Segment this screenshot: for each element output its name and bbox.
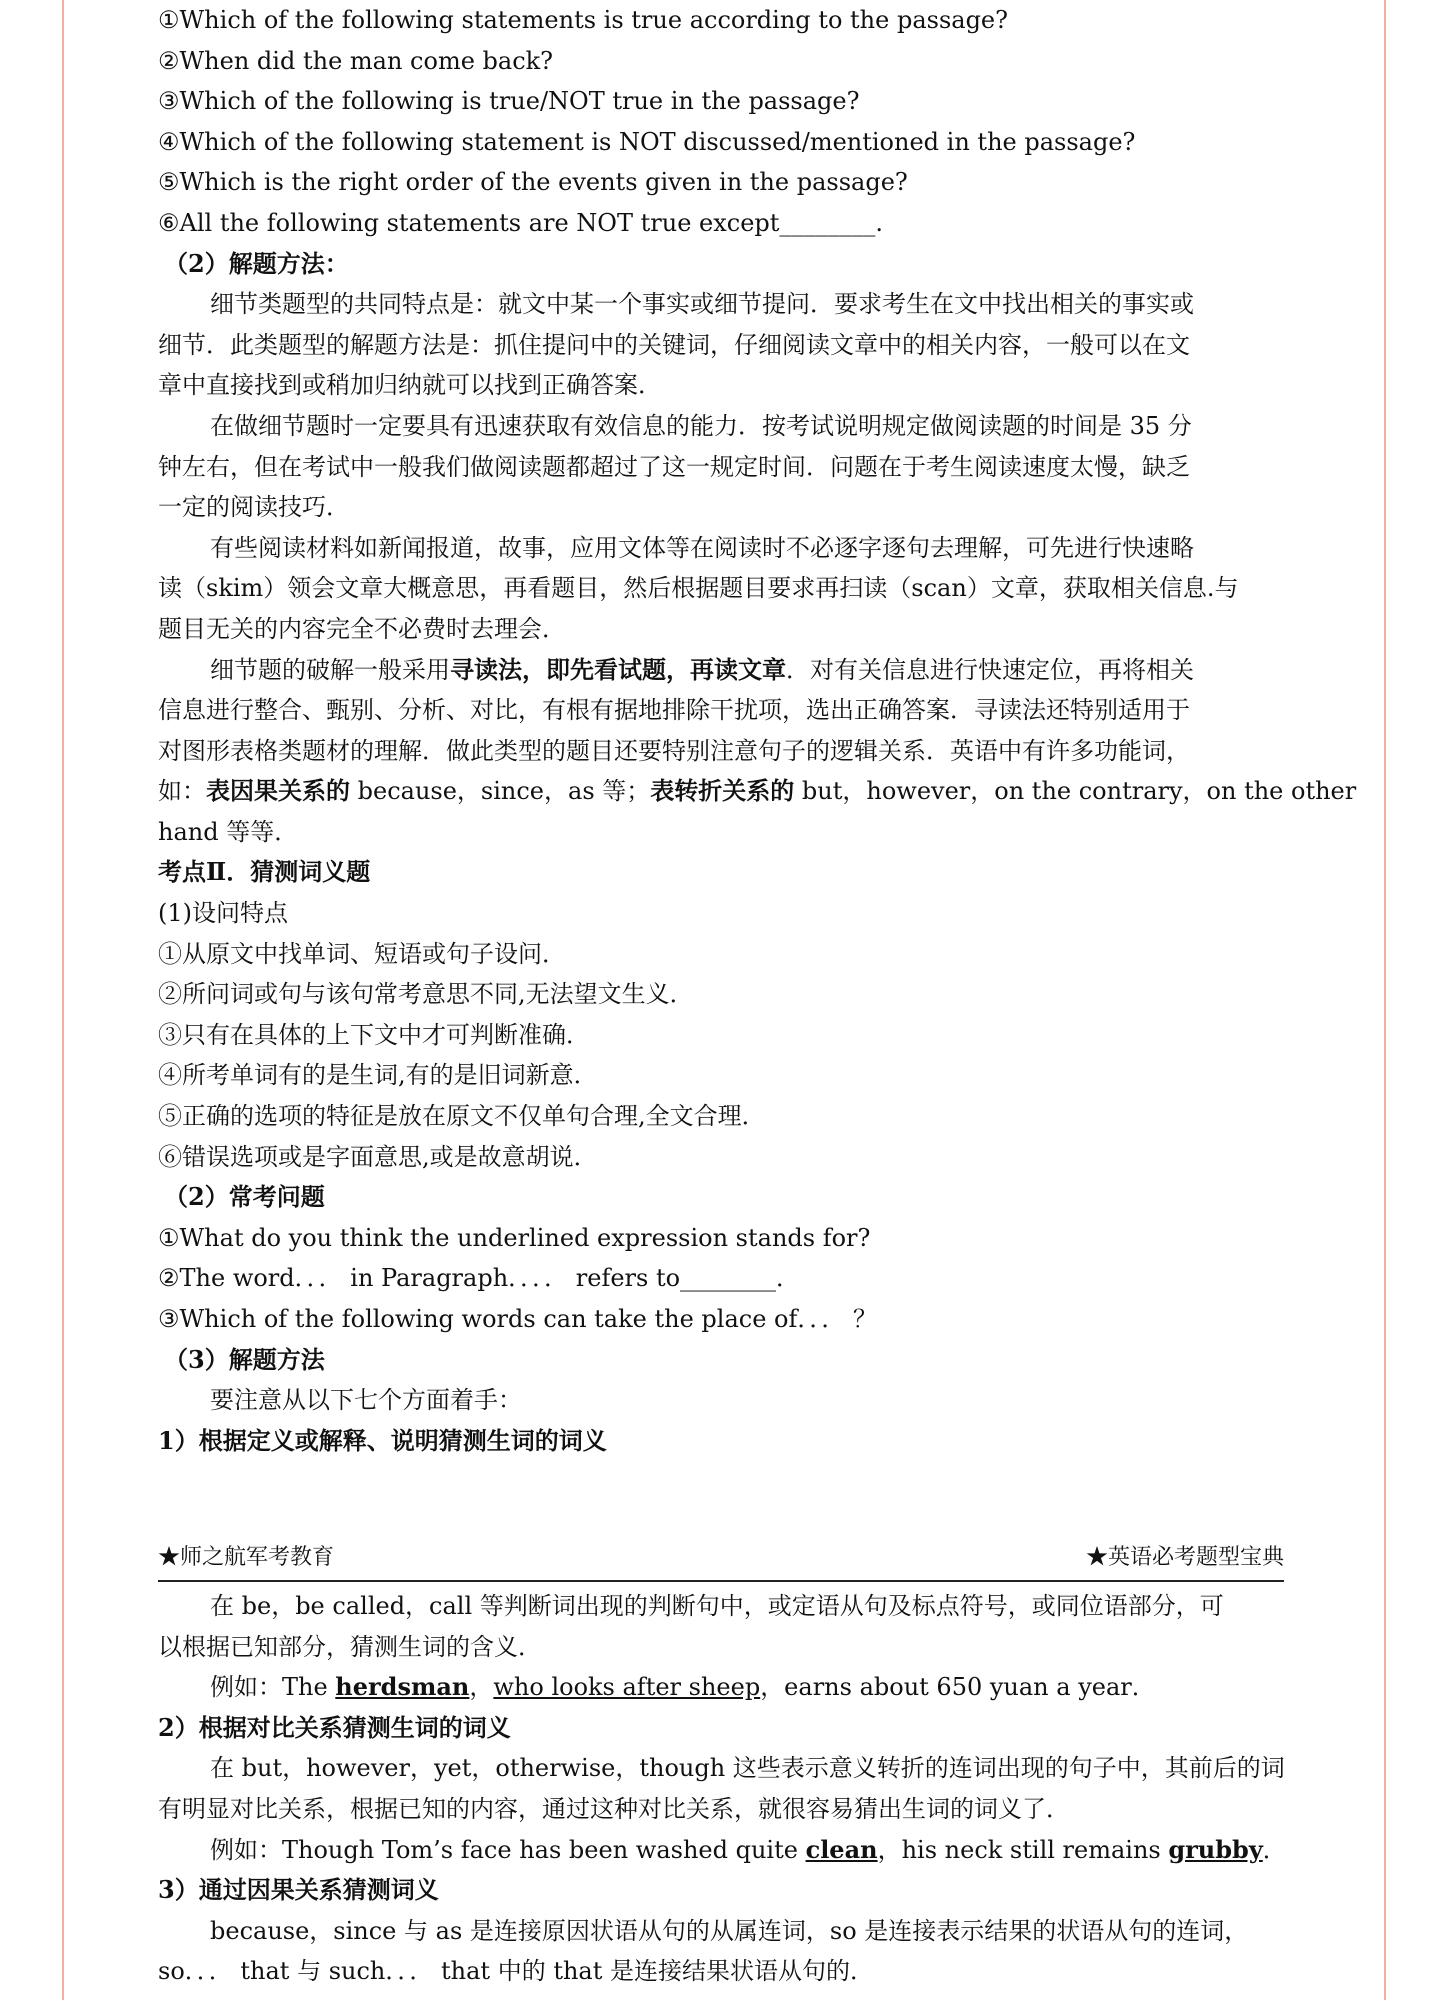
underlined-clue: who looks after sheep <box>493 1673 761 1702</box>
header-divider <box>158 1580 1284 1582</box>
paragraph-line: 读（skim）领会文章大概意思，再看题目，然后根据题目要求再扫读（scan）文章，获取相关信息.与 <box>158 574 1239 603</box>
question-item: ②The word．．． in Paragraph．．．． refers to________． <box>158 1264 801 1293</box>
question-item: ⑤Which is the right order of the events given in the passage? <box>158 168 908 197</box>
text-run: but，however，on the contrary，on the other <box>794 777 1357 806</box>
question-item: ③Which of the following words can take the place of．．． ？ <box>158 1305 877 1333</box>
paragraph-line <box>158 650 1284 691</box>
target-word: herdsman <box>335 1672 470 1702</box>
page-header-bar <box>158 1540 1284 1576</box>
page-border-left <box>62 0 64 2000</box>
text-run: 如： <box>158 777 206 806</box>
question-item: ①What do you think the underlined expression stands for? <box>158 1223 871 1252</box>
paragraph-line <box>158 771 1357 812</box>
document-page-lower <box>158 1586 1287 1992</box>
bold-text: 表因果关系的 <box>206 776 350 806</box>
paragraph-line: 要注意从以下七个方面着手： <box>210 1386 522 1415</box>
paragraph-line: so．．． that 与 such．．． that 中的 that 是连接结果状语从句的． <box>158 1957 875 1986</box>
list-item: ③只有在具体的上下文中才可判断准确． <box>158 1020 590 1049</box>
paragraph-line: 细节类题型的共同特点是：就文中某一个事实或细节提问．要求考生在文中找出相关的事实或 <box>210 290 1194 319</box>
paragraph-line: 以根据已知部分，猜测生词的含义． <box>158 1632 542 1661</box>
paragraph-line: 信息进行整合、甄别、分析、对比，有根有据地排除干扰项，选出正确答案．寻读法还特别适用于 <box>158 696 1190 725</box>
paragraph-line: 有明显对比关系，根据已知的内容，通过这种对比关系，就很容易猜出生词的词义了． <box>158 1794 1070 1823</box>
page-border-right <box>1384 0 1386 2000</box>
text-run: ． <box>1262 1835 1287 1864</box>
example-line <box>158 1667 1284 1708</box>
list-item: ⑥错误选项或是字面意思,或是故意胡说． <box>158 1142 598 1171</box>
brand-label: ★师之航军考教育 <box>158 1545 335 1570</box>
text-run: ，earns about 650 yuan a year． <box>760 1673 1156 1702</box>
bold-text: 表转折关系的 <box>650 776 795 806</box>
section-heading: （2）常考问题 <box>164 1182 325 1212</box>
method-heading: 2）根据对比关系猜测生词的词义 <box>158 1712 511 1742</box>
paragraph-line: 有些阅读材料如新闻报道，故事，应用文体等在阅读时不必逐字逐句去理解，可先进行快速略 <box>210 533 1194 562</box>
text-run: 例如：The <box>210 1673 336 1702</box>
document-page-upper <box>158 0 1357 1461</box>
subsection-heading: (1)设问特点 <box>158 899 288 928</box>
paragraph-line: 细节．此类题型的解题方法是：抓住提问中的关键词，仔细阅读文章中的相关内容，一般可以在文 <box>158 330 1190 359</box>
paragraph-line: 题目无关的内容完全不必费时去理会． <box>158 614 566 643</box>
paragraph-line: 在 but，however，yet，otherwise，though 这些表示意义转折的连词出现的句子中，其前后的词 <box>210 1754 1285 1783</box>
text-run: because，since，as 等； <box>350 777 651 806</box>
paragraph-line: 在做细节题时一定要具有迅速获取有效信息的能力．按考试说明规定做阅读题的时间是 35 分 <box>210 411 1192 440</box>
list-item: ④所考单词有的是生词,有的是旧词新意． <box>158 1061 598 1090</box>
list-item: ②所问词或句与该句常考意思不同,无法望文生义． <box>158 980 694 1009</box>
section-heading: 考点Ⅱ．猜测词义题 <box>158 857 371 887</box>
paragraph-line: hand 等等． <box>158 817 299 846</box>
book-title-label: ★英语必考题型宝典 <box>1085 1545 1284 1570</box>
text-run: ，his neck still remains <box>877 1835 1169 1864</box>
example-line <box>158 1830 1287 1871</box>
paragraph-line: 对图形表格类题材的理解．做此类型的题目还要特别注意句子的逻辑关系．英语中有许多功能词， <box>158 736 1190 765</box>
target-word: clean <box>805 1834 878 1864</box>
method-heading: 1）根据定义或解释、说明猜测生词的词义 <box>158 1425 607 1455</box>
question-item: ②When did the man come back? <box>158 46 554 75</box>
bold-text: 寻读法，即先看试题，再读文章 <box>450 654 786 684</box>
paragraph-line: 在 be，be called，call 等判断词出现的判断句中，或定语从句及标点符号，或同位语部分，可 <box>210 1592 1224 1620</box>
section-heading: （2）解题方法： <box>164 248 349 278</box>
section-heading: （3）解题方法 <box>164 1344 325 1374</box>
paragraph-line: 一定的阅读技巧． <box>158 493 350 522</box>
question-item: ④Which of the following statement is NOT discussed/mentioned in the passage? <box>158 127 1136 156</box>
question-item: ⑥All the following statements are NOT true except________. <box>158 208 884 237</box>
paragraph-line: because，since 与 as 是连接原因状语从句的从属连词，so 是连接表示结果的状语从句的连词， <box>210 1916 1249 1945</box>
text-run: 例如：Though Tom’s face has been washed quite <box>210 1835 806 1864</box>
text-run: ．对有关信息进行快速定位，再将相关 <box>786 655 1194 684</box>
paragraph-line: 章中直接找到或稍加归纳就可以找到正确答案． <box>158 371 662 400</box>
method-heading: 3）通过因果关系猜测词义 <box>158 1875 439 1905</box>
list-item: ①从原文中找单词、短语或句子设问． <box>158 939 566 968</box>
paragraph-line: 钟左右，但在考试中一般我们做阅读题都超过了这一规定时间．问题在于考生阅读速度太慢，缺乏 <box>158 452 1190 481</box>
question-item: ①Which of the following statements is true according to the passage? <box>158 6 1008 34</box>
text-run: 细节题的破解一般采用 <box>210 655 450 684</box>
list-item: ⑤正确的选项的特征是放在原文不仅单句合理,全文合理． <box>158 1102 766 1131</box>
text-run: ， <box>469 1673 494 1702</box>
question-item: ③Which of the following is true/NOT true in the passage? <box>158 87 860 116</box>
target-word: grubby <box>1168 1834 1263 1864</box>
